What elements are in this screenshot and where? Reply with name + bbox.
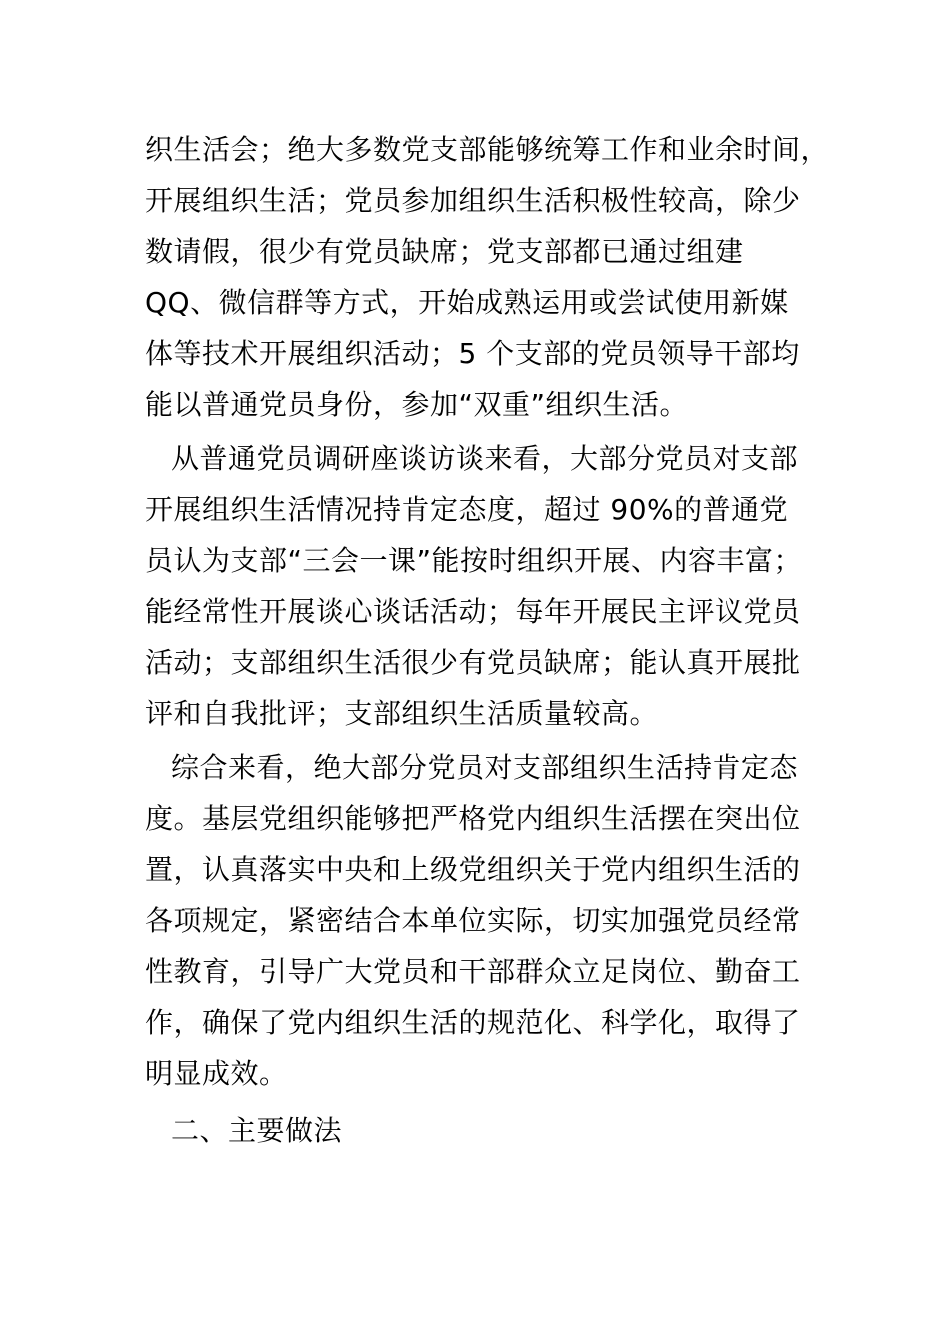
paragraph-1 (145, 124, 830, 430)
section-heading: 二、主要做法 (171, 1114, 343, 1147)
text-line: 度。基层党组织能够把严格党内组织生活摆在突出位 (145, 802, 801, 835)
text-line: 各项规定，紧密结合本单位实际，切实加强党员经常 (145, 904, 801, 937)
text-line: 体等技术开展组织活动；5 个支部的党员领导干部均 (145, 337, 800, 370)
text-line: 活动；支部组织生活很少有党员缺席；能认真开展批 (145, 646, 801, 679)
text-line: 数请假，很少有党员缺席；党支部都已通过组建 (145, 235, 744, 268)
text-line: 员认为支部“三会一课”能按时组织开展、内容丰富； (145, 544, 803, 577)
text-line: 能经常性开展谈心谈话活动；每年开展民主评议党员 (145, 595, 801, 628)
text-line: 评和自我批评；支部组织生活质量较高。 (145, 697, 659, 730)
text-line: 综合来看，绝大部分党员对支部组织生活持肯定态 (171, 751, 799, 784)
text-line: 从普通党员调研座谈访谈来看，大部分党员对支部 (171, 442, 799, 475)
text-line: 能以普通党员身份，参加“双重”组织生活。 (145, 388, 689, 421)
text-line: 织生活会；绝大多数党支部能够统筹工作和业余时间， (145, 133, 830, 166)
text-line: 性教育，引导广大党员和干部群众立足岗位、勤奋工 (145, 955, 801, 988)
paragraph-3 (145, 742, 825, 1099)
text-line: 开展组织生活情况持肯定态度，超过 90%的普通党 (145, 493, 789, 526)
text-line: 开展组织生活；党员参加组织生活积极性较高，除少 (145, 184, 801, 217)
text-line: 置，认真落实中央和上级党组织关于党内组织生活的 (145, 853, 801, 886)
paragraph-2 (145, 433, 825, 739)
document-body (145, 124, 830, 1156)
text-line: 明显成效。 (145, 1057, 288, 1090)
text-line: 作，确保了党内组织生活的规范化、科学化，取得了 (145, 1006, 801, 1039)
text-line: QQ、微信群等方式，开始成熟运用或尝试使用新媒 (145, 286, 789, 319)
